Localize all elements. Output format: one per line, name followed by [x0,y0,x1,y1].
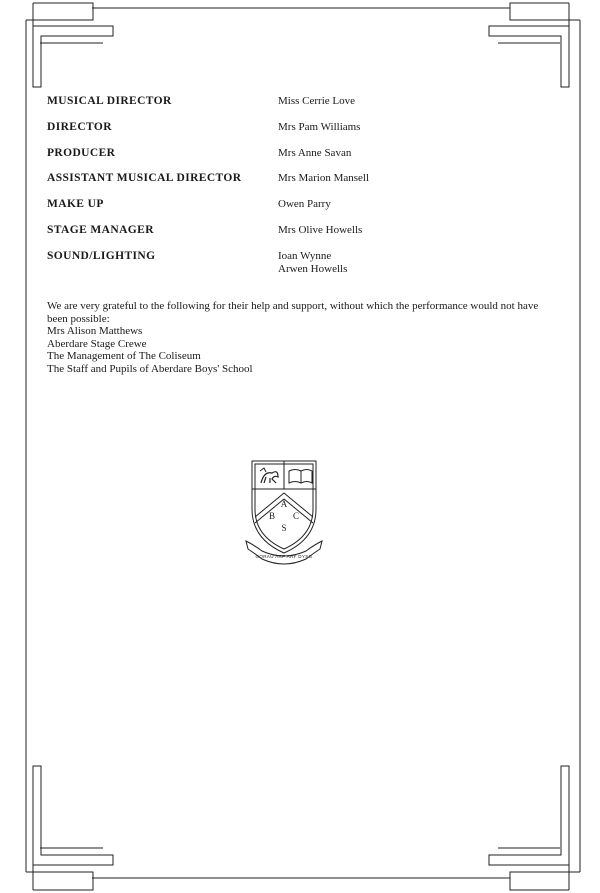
credit-role: MAKE UP [47,198,104,211]
credit-row [47,224,547,250]
credit-name: Mrs Olive Howells [278,223,363,236]
credit-row [47,198,547,224]
credit-names [278,95,355,109]
crest-letter: B [268,511,276,521]
credits-list [47,95,547,290]
acknowledgements-list [47,325,547,375]
credit-names [278,172,369,186]
acknowledgements [47,300,547,376]
crest-letter: C [292,511,300,521]
credit-name: Arwen Howells [278,263,348,276]
credit-name: Miss Cerrie Love [278,95,355,107]
credit-name: Ioan Wynne [278,249,332,262]
crest-motto: GORAU ARF ARF DYSG [255,554,313,559]
credit-names [278,224,362,238]
credit-name: Mrs Pam Williams [278,120,361,133]
credit-name: Owen Parry [278,198,331,211]
credit-name: Mrs Marion Mansell [278,172,370,185]
credit-name: Mrs Anne Savan [278,146,352,159]
credit-names [278,147,351,161]
credit-names [278,198,331,212]
credit-role: ASSISTANT MUSICAL DIRECTOR [47,172,242,185]
credit-row [47,172,547,198]
school-crest-logo [244,457,324,567]
credit-row [47,147,547,173]
credit-names [278,250,347,277]
credit-role: STAGE MANAGER [47,223,154,236]
credit-names [278,121,360,135]
credit-role: DIRECTOR [47,120,112,133]
list-item: Aberdare Stage Crewe [47,337,147,350]
crest-letter: A [280,499,288,509]
credit-role: PRODUCER [47,146,116,159]
list-item: The Management of The Coliseum [47,350,201,363]
credit-role: MUSICAL DIRECTOR [47,95,172,107]
credit-row [47,250,547,290]
acknowledgements-intro: We are very grateful to the following for their help and support, without which the performance would not have been possible: [47,300,539,325]
credit-row [47,95,547,121]
list-item: Mrs Alison Matthews [47,325,143,338]
list-item: The Staff and Pupils of Aberdare Boys' School [47,362,253,375]
credit-role: SOUND/LIGHTING [47,249,156,262]
crest-letter: S [281,523,287,533]
credit-row [47,121,547,147]
